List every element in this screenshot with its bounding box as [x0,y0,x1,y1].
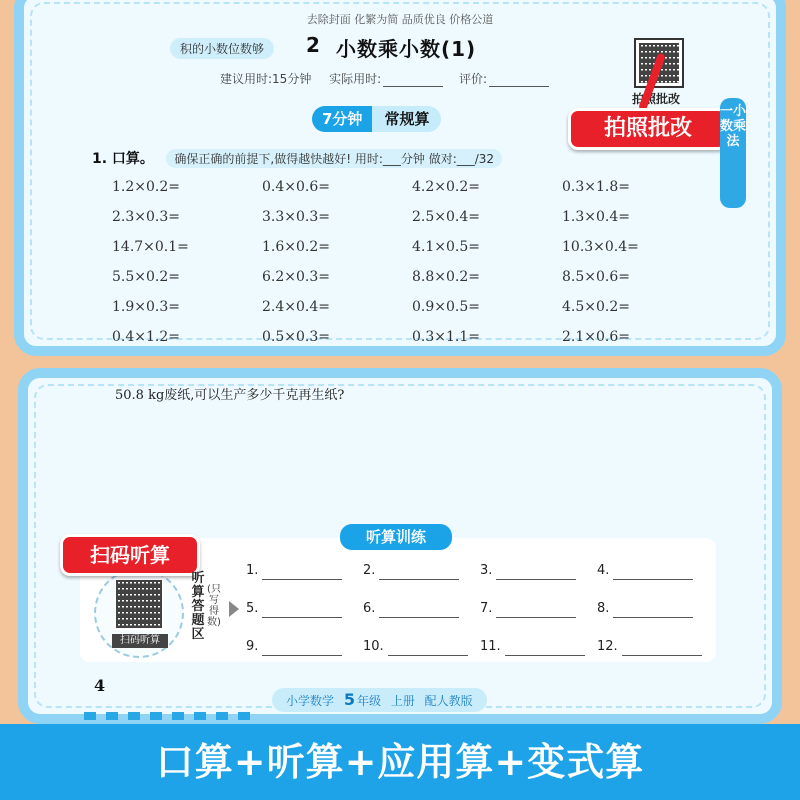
math-item: 4.1×0.5= [412,239,480,255]
actual-time-blank[interactable] [383,75,443,87]
math-item: 2.4×0.4= [262,299,330,315]
answer-number: 12. [597,639,618,654]
answer-number: 9. [246,639,259,654]
answer-slot[interactable] [597,600,714,618]
math-item: 0.5×0.3= [262,329,330,345]
answer-slot[interactable] [480,562,597,580]
math-item: 3.3×0.3= [262,209,330,225]
footer-grade-number: 5 [343,690,355,709]
qr-listen-caption: 扫码听算 [112,634,168,648]
answer-line[interactable] [613,606,693,618]
answer-line[interactable] [388,644,468,656]
answer-line[interactable] [613,568,693,580]
section-header [312,106,441,132]
photo-grading-badge: 拍照批改 [568,108,728,150]
math-item: 1.3×0.4= [562,209,630,225]
answer-line[interactable] [262,644,342,656]
section-name: 常规算 [372,106,441,132]
footer-edition: 配人教版 [424,694,473,708]
arrow-right-icon [229,601,239,617]
answer-number: 6. [363,601,376,616]
answer-slot[interactable] [480,600,597,618]
math-item: 4.5×0.2= [562,299,630,315]
chapter-side-tab: 一小数乘法 [720,98,746,208]
math-item: 1.6×0.2= [262,239,330,255]
qr-code-listening[interactable] [114,578,164,630]
question-tip: 确保正确的前提下,做得越快越好! 用时:___分钟 做对:___/32 [166,149,502,168]
header-motto: 去除封面 化繁为简 品质优良 价格公道 [306,13,494,26]
answer-number: 10. [363,639,384,654]
question-number: 1. 口算。 [92,151,154,167]
promo-banner: 口算+听算+应用算+变式算 [0,724,800,800]
scan-listen-badge: 扫码听算 [60,534,200,576]
section-minutes: 7分钟 [312,106,372,132]
math-item: 0.4×0.6= [262,179,330,195]
answer-number: 1. [246,563,259,578]
answer-number: 5. [246,601,259,616]
decorative-dots [84,712,254,720]
answer-slot[interactable] [597,638,714,656]
math-item: 2.3×0.3= [112,209,180,225]
suggested-time-label: 建议用时:15分钟 [220,72,312,86]
answer-slot[interactable] [480,638,597,656]
word-problem: 50.8 kg废纸,可以生产多少千克再生纸? [115,388,345,403]
math-item: 5.5×0.2= [112,269,180,285]
math-item: 4.2×0.2= [412,179,480,195]
answer-slot[interactable] [597,562,714,580]
actual-time-label: 实际用时: [329,72,382,86]
math-item: 10.3×0.4= [562,239,639,255]
answer-number: 11. [480,639,501,654]
answer-line[interactable] [262,606,342,618]
answer-line[interactable] [262,568,342,580]
answer-number: 7. [480,601,493,616]
answer-slot[interactable] [363,638,480,656]
math-item: 2.5×0.4= [412,209,480,225]
math-item: 1.9×0.3= [112,299,180,315]
answer-number: 2. [363,563,376,578]
math-item: 0.3×1.8= [562,179,630,195]
footer-subject: 小学数学 [286,694,335,708]
answer-line[interactable] [505,644,585,656]
answer-number: 4. [597,563,610,578]
footer-info [272,688,487,712]
answer-slot[interactable] [246,638,363,656]
math-item: 2.1×0.6= [562,329,630,345]
answer-area-label: 听算答题区 [191,571,205,642]
answer-slot[interactable] [246,600,363,618]
answer-line[interactable] [496,606,576,618]
answer-line[interactable] [379,568,459,580]
answer-slot[interactable] [246,562,363,580]
math-item: 0.9×0.5= [412,299,480,315]
math-item: 6.2×0.3= [262,269,330,285]
lesson-number: 2 [306,33,320,57]
topic-tag: 积的小数位数够 [170,38,274,59]
time-row [220,70,561,87]
answer-line[interactable] [496,568,576,580]
answer-line[interactable] [622,644,702,656]
rating-label: 评价: [459,72,488,86]
answer-number: 3. [480,563,493,578]
answer-area-note: (只写得数) [207,584,221,628]
math-item: 1.2×0.2= [112,179,180,195]
listening-header: 听算训练 [340,524,452,550]
footer-volume: 上册 [390,694,415,708]
page-number: 4 [94,676,106,695]
rating-blank[interactable] [489,75,549,87]
listening-answers [246,562,686,656]
qr-pattern [116,580,162,628]
lesson-title: 小数乘小数(1) [336,37,477,61]
math-item: 0.4×1.2= [112,329,180,345]
mental-math-grid [112,178,672,346]
answer-number: 8. [597,601,610,616]
math-item: 8.8×0.2= [412,269,480,285]
math-item: 0.3×1.1= [412,329,480,345]
math-item: 8.5×0.6= [562,269,630,285]
answer-slot[interactable] [363,562,480,580]
answer-line[interactable] [379,606,459,618]
math-item: 14.7×0.1= [112,239,189,255]
footer-grade-suffix: 年级 [356,694,381,708]
answer-slot[interactable] [363,600,480,618]
question-heading [92,148,502,168]
qr-caption: 拍照批改 [632,92,681,106]
